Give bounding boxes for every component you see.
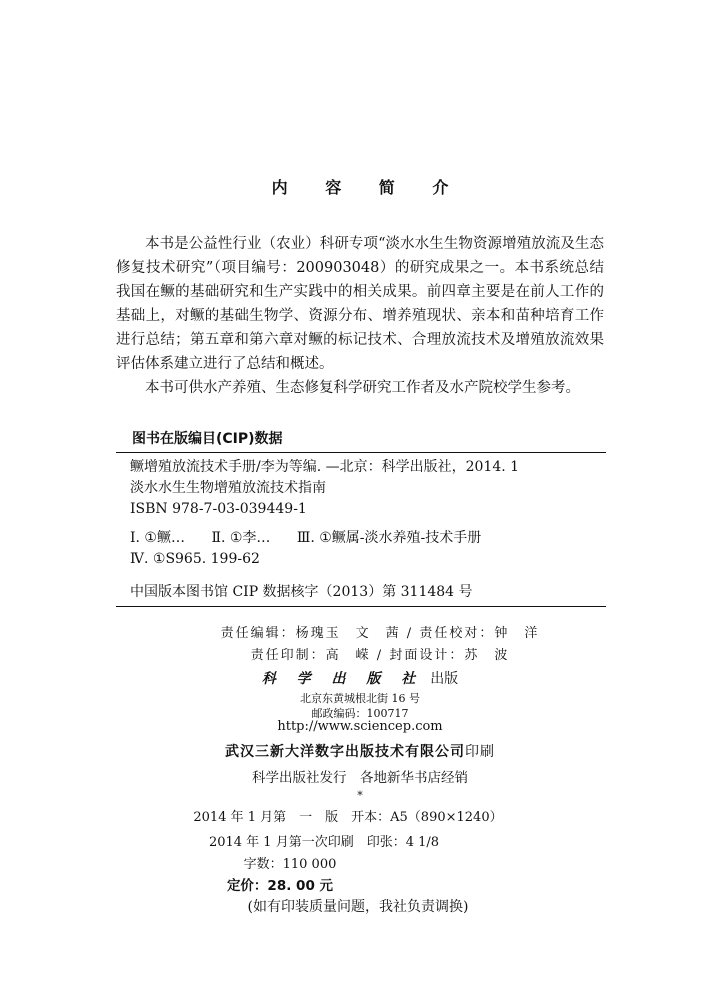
publisher-suffix: 出版 xyxy=(430,671,459,687)
printer-name: 武汉三新大洋数字出版技术有限公司 xyxy=(225,744,465,760)
printer-suffix: 印刷 xyxy=(465,744,495,760)
classification-item-3: Ⅲ. ①鳜属-淡水养殖-技术手册 xyxy=(296,530,482,546)
price: 定价：28. 00 元 xyxy=(226,878,334,894)
classification-items xyxy=(130,528,606,549)
bottom-divider xyxy=(116,606,606,607)
quality-note: (如有印装质量问题，我社负责调换) xyxy=(247,899,469,915)
distribution-line: 科学出版社发行 各地新华书店经销 xyxy=(252,770,468,786)
production-credits: 责任印制：高 嵘 / 封面设计：苏 波 xyxy=(250,648,510,663)
separator-asterisk: * xyxy=(357,789,363,802)
cip-classification xyxy=(130,528,606,570)
cip-isbn: ISBN 978-7-03-039449-1 xyxy=(130,501,307,517)
printer-line xyxy=(0,741,720,761)
publisher-logo-text: 科 学 出 版 社 xyxy=(261,671,424,687)
summary-paragraph-2: 本书可供水产养殖、生态修复科学研究工作者及水产院校学生参考。 xyxy=(145,380,580,396)
classification-item-2: Ⅱ. ①李… xyxy=(211,530,271,546)
publisher-url: http://www.sciencep.com xyxy=(277,719,443,734)
cip-record-number: 中国版本图书馆 CIP 数据核字（2013）第 311484 号 xyxy=(130,584,473,600)
editor-credits: 责任编辑：杨瑰玉 文 茜 / 责任校对：钟 洋 xyxy=(220,626,540,641)
summary-block xyxy=(116,232,604,400)
page-title: 内 容 简 介 xyxy=(271,178,465,197)
word-count: 字数：110 000 xyxy=(243,857,337,872)
cip-series-line: 淡水水生生物增殖放流技术指南 xyxy=(130,480,326,496)
publisher-line xyxy=(0,668,720,688)
summary-paragraph-1: 本书是公益性行业（农业）科研专项“淡水水生生物资源增殖放流及生态修复技术研究”（项目编号：200903048）的研究成果之一。本书系统总结我国在鳜的基础研究和生产实践中的相关成果。前四章主要是在前人工作的基础上，对鳜的基础生物学、资源分布、增养殖现状、亲本和苗种培育工作进行总结；第五章和第六章对鳜的标记技术、合理放流技术及增殖放流效果评估体系建立进行了总结和概述。 xyxy=(116,236,604,372)
edition-line: 2014 年 1 月第 一 版 开本：A5（890×1240） xyxy=(193,810,503,825)
postal-code: 邮政编码：100717 xyxy=(311,707,409,720)
top-divider xyxy=(116,452,606,453)
cip-record xyxy=(130,457,606,520)
classification-item-1: Ⅰ. ①鳜… xyxy=(130,530,185,546)
cip-title-line: 鳜增殖放流技术手册/李为等编. —北京：科学出版社，2014. 1 xyxy=(130,459,520,475)
classification-item-4: Ⅳ. ①S965. 199-62 xyxy=(130,551,260,567)
publisher-address: 北京东黄城根北街 16 号 xyxy=(300,692,420,705)
printing-line: 2014 年 1 月第一次印刷 印张：4 1/8 xyxy=(208,835,440,850)
cip-heading: 图书在版编目(CIP)数据 xyxy=(132,431,283,447)
